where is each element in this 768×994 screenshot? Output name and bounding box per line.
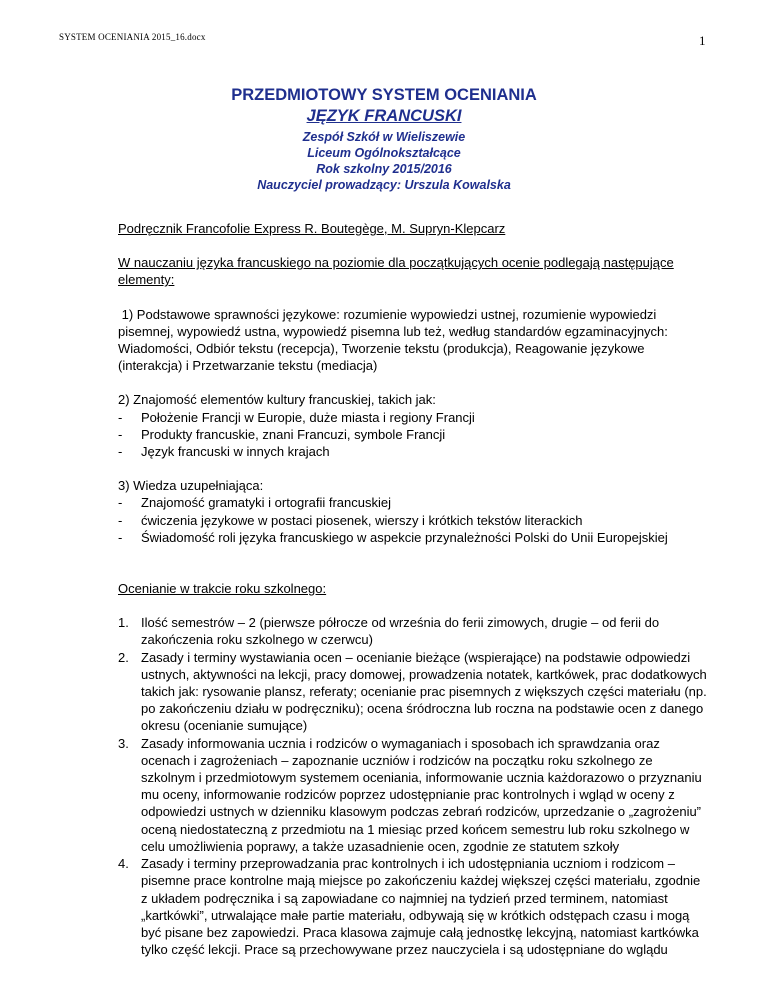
- list-item: - Język francuski w innych krajach: [118, 443, 708, 460]
- list-item: - Produkty francuskie, znani Francuzi, symbole Francji: [118, 426, 708, 443]
- item-text: Zasady i terminy przeprowadzania prac kontrolnych i ich udostępniania uczniom i rodzicom – pisemne prace kontrolne mają miejsce po zakończeniu każdej większej części materiału, zgodnie z układem podręcznika i są zapowiadane co najmniej na tydzień przed terminem, natomiast „kartkówki”, utrwalające małe partie materiału, odbywają się w krótkich odstępach czasu i mogą być pisane bez zapowiedzi. Praca klasowa zajmuje całą jednostkę lekcyjną, natomiast kartkówka tylko część lekcji. Prace są przechowywane przez nauczyciela i są udostępniane do wglądu: [141, 856, 701, 958]
- section-3-heading: 3) Wiedza uzupełniająca:: [118, 478, 264, 494]
- section-3-list: [118, 494, 708, 546]
- header-filename: SYSTEM OCENIANIA 2015_16.docx: [59, 32, 206, 42]
- teacher-name: Nauczyciel prowadzący: Urszula Kowalska: [257, 178, 511, 192]
- list-item: - ćwiczenia językowe w postaci piosenek, wierszy i krótkich tekstów literackich: [118, 512, 708, 529]
- item-number: 4.: [118, 856, 129, 872]
- assessment-heading: Ocenianie w trakcie roku szkolnego:: [118, 581, 327, 597]
- list-item: - Znajomość gramatyki i ortografii francuskiej: [118, 494, 708, 511]
- item-number: 2.: [118, 649, 129, 665]
- section-2-list: [118, 409, 708, 461]
- document-body: [118, 200, 708, 958]
- item-text: Zasady i terminy wystawiania ocen – ocenianie bieżące (wspierające) na podstawie odpowiedzi ustnych, aktywności na lekcji, pracy domowej, prowadzenia notatek, kartkówek, prac dodatkowych takich jak: rysowanie plansz, referaty; ocenianie prac pisemnych z większych części materiału (np. po zakończeniu działu w podręczniku); ocena śródroczna lub roczna na podstawie ocen z danego okresu (ocenianie sumujące): [141, 649, 707, 734]
- list-item: [118, 735, 708, 855]
- intro-paragraph: W nauczaniu języka francuskiego na poziomie dla początkujących ocenie podlegają następujące elementy:: [118, 255, 674, 288]
- school-type: Liceum Ogólnokształcące: [307, 146, 461, 160]
- section-2-heading: 2) Znajomość elementów kultury francuskiej, takich jak:: [118, 392, 436, 408]
- subject-title: JĘZYK FRANCUSKI: [306, 107, 462, 125]
- document-title: PRZEDMIOTOWY SYSTEM OCENIANIA: [231, 86, 537, 104]
- list-item: - Położenie Francji w Europie, duże miasta i regiony Francji: [118, 409, 708, 426]
- list-item: [118, 649, 708, 735]
- school-name: Zespół Szkół w Wieliszewie: [302, 130, 466, 144]
- list-item: - Świadomość roli języka francuskiego w aspekcie przynależności Polski do Unii Europejskiej: [118, 529, 708, 546]
- assessment-list: [118, 614, 708, 958]
- item-number: 1.: [118, 615, 129, 631]
- item-text: Zasady informowania ucznia i rodziców o wymaganiach i sposobach ich sprawdzania oraz ocenach i zagrożeniach – zapoznanie uczniów i rodziców na początku roku szkolnego ze szkolnym i przedmiotowym systemem oceniania, informowanie ucznia każdorazowo o przyznaniu mu oceny, informowanie rodziców poprzez udostępnianie prac kontrolnych i wgląd w oceny z odpowiedzi ustnych w dzienniku klasowym podczas zebrań rodziców, uprzedzanie o „zagrożeniu” oceną niedostateczną z przedmiotu na 1 miesiąc przed końcem semestru lub roku szkolnego w celu umożliwienia poprawy, a także uzasadnienie ocen, zgodnie ze statutem szkoły: [141, 735, 702, 854]
- list-item: [118, 614, 708, 648]
- school-year: Rok szkolny 2015/2016: [316, 162, 452, 176]
- list-item: [118, 855, 708, 958]
- item-text: Ilość semestrów – 2 (pierwsze półrocze od września do ferii zimowych, drugie – od ferii do zakończenia roku szkolnego w czerwcu): [141, 615, 660, 648]
- section-1-paragraph: 1) Podstawowe sprawności językowe: rozumienie wypowiedzi ustnej, rozumienie wypowiedzi pisemnej, wypowiedź ustna, wypowiedź pisemna lub też, według standardów egzaminacyjnych: Wiadomości, Odbiór tekstu (recepcja), Tworzenie tekstu (produkcja), Reagowanie językowe (interakcja) i Przetwarzanie tekstu (mediacja): [118, 306, 672, 374]
- item-number: 3.: [118, 735, 129, 751]
- textbook-line: Podręcznik Francofolie Express R. Boutegège, M. Supryn-Klepcarz: [118, 221, 506, 236]
- page-number: 1: [699, 33, 706, 48]
